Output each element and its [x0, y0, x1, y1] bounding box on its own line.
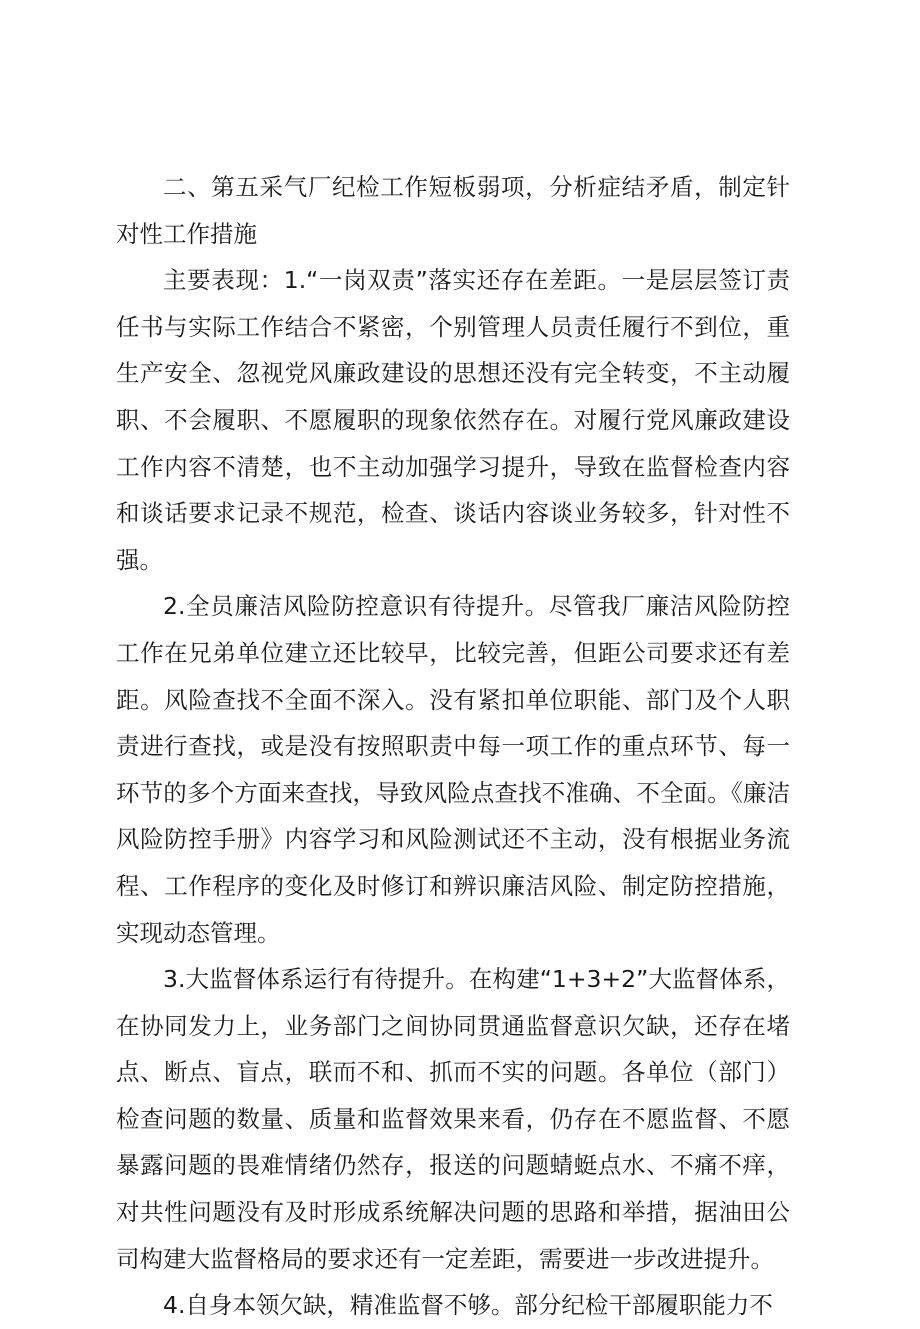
paragraph-main-performance: 主要表现：1.“一岗双责”落实还存在差距。一是层层签订责任书与实际工作结合不紧密，个别管理人员责任履行不到位，重生产安全、忽视党风廉政建设的思想还没有完全转变，不主动履职、不会履职、不愿履职的现象依然存在。对履行党风廉政建设工作内容不清楚，也不主动加强学习提升，导致在监督检查内容和谈话要求记录不规范，检查、谈话内容谈业务较多，针对性不强。 — [116, 266, 790, 574]
section-heading: 二、第五采气厂纪检工作短板弱项，分析症结矛盾，制定针对性工作措施 — [116, 173, 790, 248]
paragraph-point-3: 3.大监督体系运行有待提升。在构建“1+3+2”大监督体系，在协同发力上，业务部门之间协同贯通监督意识欠缺，还存在堵点、断点、盲点，联而不和、抓而不实的问题。各单位（部门）检查问题的数量、质量和监督效果来看，仍存在不愿监督、不愿暴露问题的畏难情绪仍然存，报送的问题蜻蜓点水、不痛不痒，对共性问题没有及时形成系统解决问题的思路和举措，据油田公司构建大监督格局的要求还有一定差距，需要进一步改进提升。 — [116, 965, 790, 1273]
paragraph-point-2: 2.全员廉洁风险防控意识有待提升。尽管我厂廉洁风险防控工作在兄弟单位建立还比较早，比较完善，但距公司要求还有差距。风险查找不全面不深入。没有紧扣单位职能、部门及个人职责进行查找，或是没有按照职责中每一项工作的重点环节、每一环节的多个方面来查找，导致风险点查找不准确、不全面。《廉洁风险防控手册》内容学习和风险测试还不主动，没有根据业务流程、工作程序的变化及时修订和辨识廉洁风险、制定防控措施，实现动态管理。 — [116, 592, 790, 947]
paragraph-point-4: 4.自身本领欠缺，精准监督不够。部分纪检干部履职能力不 — [163, 1291, 773, 1320]
document-body — [116, 164, 790, 1329]
